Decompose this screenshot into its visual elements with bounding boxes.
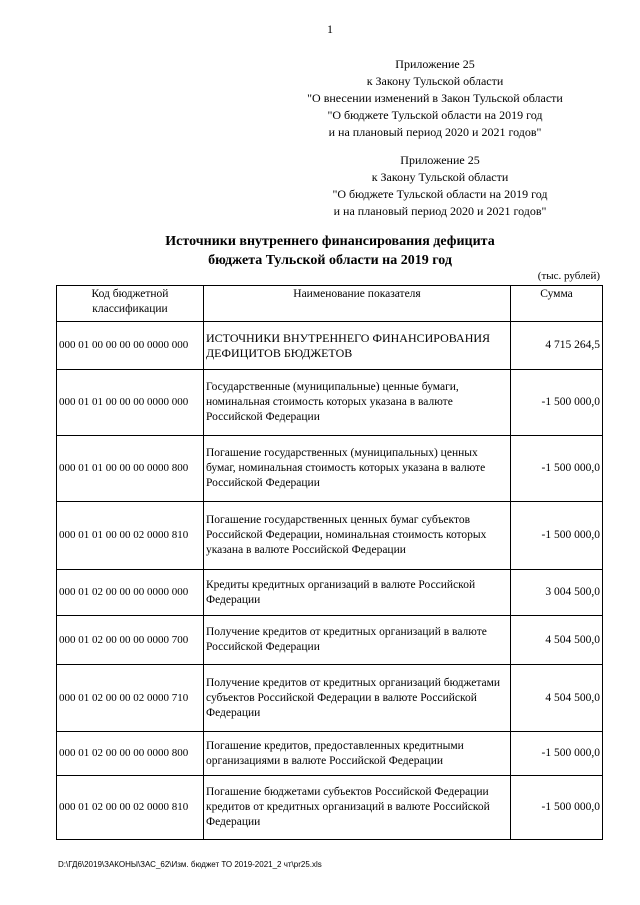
appendix-original-header [310,152,570,220]
row-name: Погашение государственных ценных бумаг субъектов Российской Федерации, номинальная стоимость которых указана в валюте Российской Федерации [204,502,511,570]
appendix-line: Приложение 25 [400,153,480,167]
header-code: Код бюджетной классификации [57,286,204,322]
row-name: Кредиты кредитных организаций в валюте Российской Федерации [204,570,511,616]
table-row [57,732,603,776]
table-row [57,322,603,370]
row-name: Погашение бюджетами субъектов Российской Федерации кредитов от кредитных организаций в валюте Российской Федерации [204,776,511,840]
appendix-amendment-header [285,56,585,141]
appendix-line: к Закону Тульской области [366,74,504,88]
row-name: Государственные (муниципальные) ценные бумаги, номинальная стоимость которых указана в валюте Российской Федерации [204,370,511,436]
row-sum: -1 500 000,0 [511,370,603,436]
table-row [57,370,603,436]
row-code: 000 01 02 00 00 02 0000 810 [57,776,204,840]
row-sum: -1 500 000,0 [511,436,603,502]
appendix-line: "О бюджете Тульской области на 2019 год [332,187,548,201]
row-code: 000 01 01 00 00 00 0000 000 [57,370,204,436]
row-sum: 4 504 500,0 [511,665,603,732]
table-row [57,502,603,570]
table-row [57,616,603,665]
page-number: 1 [327,22,333,36]
document-title [110,232,550,270]
row-name: Погашение государственных (муниципальных) ценных бумаг, номинальная стоимость которых указана в валюте Российской Федерации [204,436,511,502]
row-sum: -1 500 000,0 [511,776,603,840]
title-line: Источники внутреннего финансирования дефицита [165,234,495,249]
row-code: 000 01 02 00 00 00 0000 000 [57,570,204,616]
title-line: бюджета Тульской области на 2019 год [208,253,452,268]
row-code: 000 01 02 00 00 00 0000 800 [57,732,204,776]
row-name: ИСТОЧНИКИ ВНУТРЕННЕГО ФИНАНСИРОВАНИЯ ДЕФИЦИТОВ БЮДЖЕТОВ [204,322,511,370]
row-name: Погашение кредитов, предоставленных кредитными организациями в валюте Российской Федерации [204,732,511,776]
file-path-footer: D:\ГД6\2019\ЗАКОНЫ\ЗАС_62\Изм. бюджет ТО 2019-2021_2 чт\pr25.xls [58,860,322,869]
row-sum: -1 500 000,0 [511,732,603,776]
appendix-line: и на плановый период 2020 и 2021 годов" [333,204,547,218]
appendix-line: к Закону Тульской области [371,170,509,184]
financing-sources-table [56,285,603,840]
appendix-line: и на плановый период 2020 и 2021 годов" [328,125,542,139]
table-row [57,776,603,840]
row-code: 000 01 02 00 00 00 0000 700 [57,616,204,665]
row-code: 000 01 02 00 00 02 0000 710 [57,665,204,732]
row-name: Получение кредитов от кредитных организаций в валюте Российской Федерации [204,616,511,665]
row-sum: 4 504 500,0 [511,616,603,665]
row-code: 000 01 01 00 00 02 0000 810 [57,502,204,570]
row-code: 000 01 01 00 00 00 0000 800 [57,436,204,502]
table-row [57,436,603,502]
units-label: (тыс. рублей) [537,270,600,282]
table-row [57,570,603,616]
table-row [57,665,603,732]
row-sum: -1 500 000,0 [511,502,603,570]
row-sum: 4 715 264,5 [511,322,603,370]
row-code: 000 01 00 00 00 00 0000 000 [57,322,204,370]
row-sum: 3 004 500,0 [511,570,603,616]
header-sum: Сумма [511,286,603,322]
header-name: Наименование показателя [204,286,511,322]
table-header-row [57,286,603,322]
row-name: Получение кредитов от кредитных организаций бюджетами субъектов Российской Федерации в валюте Российской Федерации [204,665,511,732]
appendix-line: "О внесении изменений в Закон Тульской области [307,91,563,105]
appendix-line: Приложение 25 [395,57,475,71]
appendix-line: "О бюджете Тульской области на 2019 год [327,108,543,122]
